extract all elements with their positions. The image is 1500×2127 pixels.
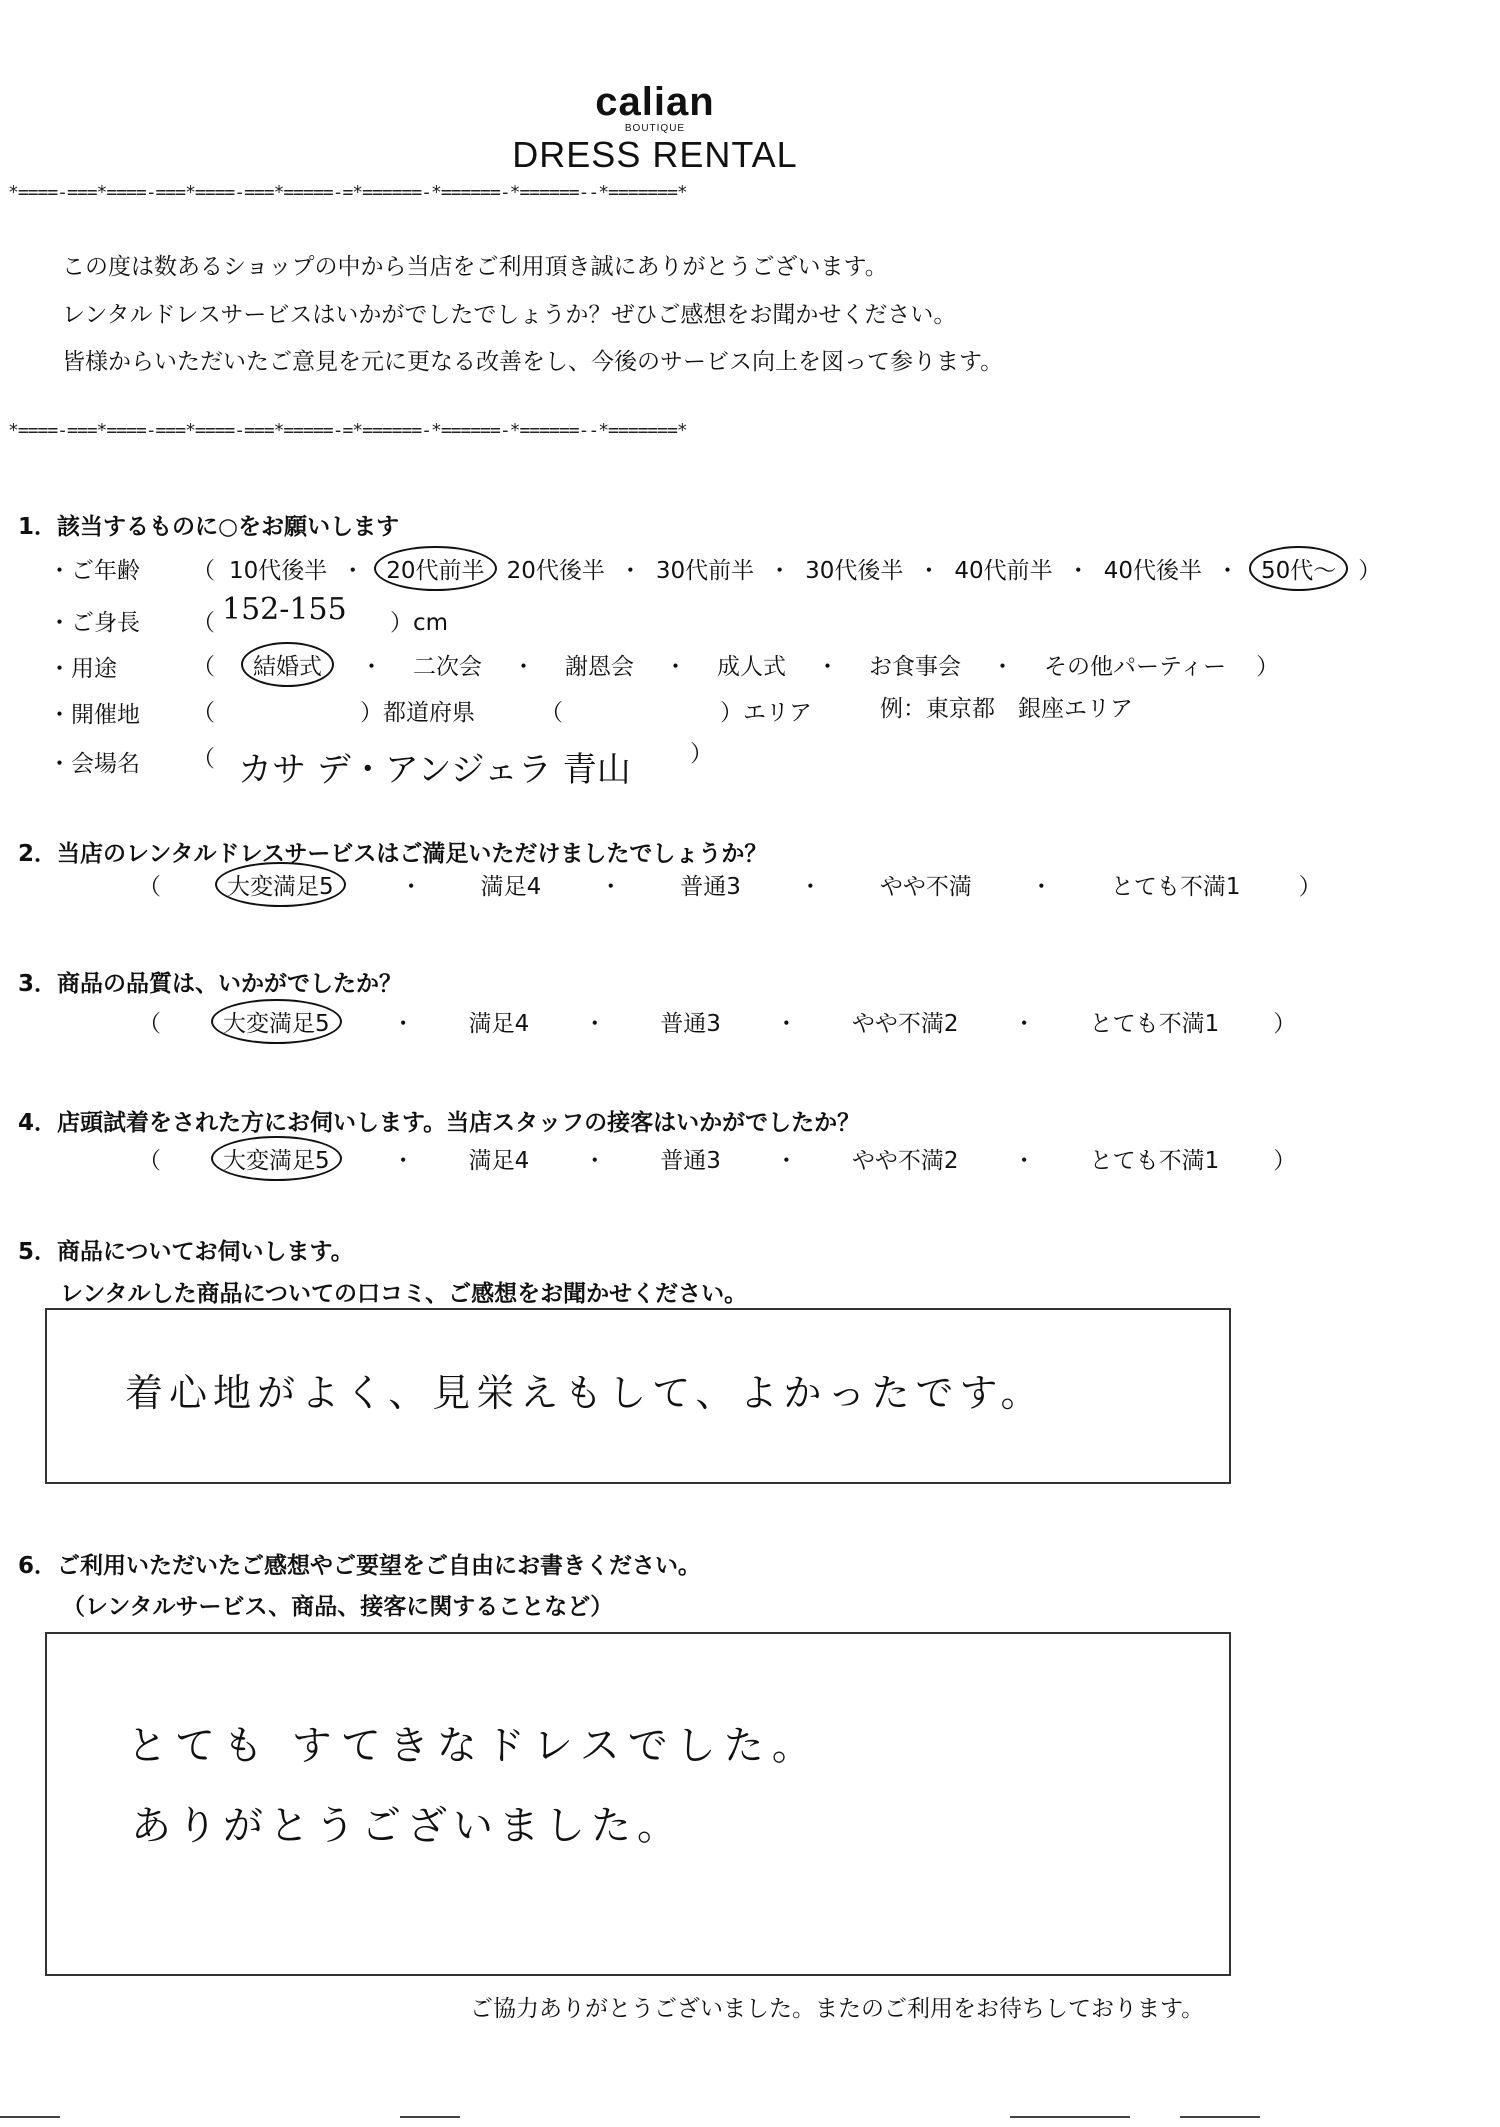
age-open: （ — [192, 558, 215, 584]
brand-subtitle: BOUTIQUE — [624, 123, 686, 134]
purpose-options: （ 結婚式 ・ 二次会 ・ 謝恩会 ・ 成人式 ・ お食事会 ・ その他パーティー ） — [192, 648, 1279, 681]
q4-close: ） — [1273, 1148, 1297, 1174]
height-open: （ — [192, 610, 215, 636]
q5-subtitle: レンタルした商品についての口コミ、ご感想をお聞かせください。 — [60, 1281, 748, 1307]
q6-title: 6．ご利用いただいたご感想やご要望をご自由にお書きください。 — [18, 1553, 702, 1579]
scan-artifact — [1010, 2116, 1130, 2118]
age-option-10s-late[interactable]: 10代後半 — [229, 558, 328, 584]
q5-answer-text: 着心地がよく、見栄えもして、よかったです。 — [125, 1371, 1045, 1415]
height-value[interactable]: 152-155 — [222, 592, 347, 627]
purpose-close: ） — [1256, 654, 1280, 680]
q4-option-2[interactable]: やや不満2 — [851, 1148, 959, 1174]
age-option-20s-late[interactable]: 20代後半 — [506, 558, 605, 584]
q2-option-1[interactable]: とても不満1 — [1110, 874, 1241, 900]
location-example: 例：東京都 銀座エリア — [880, 696, 1133, 722]
q2-title: 2．当店のレンタルドレスサービスはご満足いただけましたでしょうか？ — [18, 841, 768, 867]
location-open-2: （ — [540, 700, 563, 726]
age-option-40s-early[interactable]: 40代前半 — [954, 558, 1053, 584]
purpose-option-other[interactable]: その他パーティー — [1044, 654, 1227, 680]
q3-option-5[interactable]: 大変満足5 — [211, 999, 342, 1044]
divider-bottom: *====-===*====-===*====-===*=====-=*======-*======-*======--*=======* — [8, 420, 687, 441]
q5-title: 5．商品についてお伺いします。 — [18, 1239, 354, 1265]
purpose-open: （ — [192, 654, 215, 680]
age-option-30s-late[interactable]: 30代後半 — [805, 558, 904, 584]
age-option-40s-late[interactable]: 40代後半 — [1103, 558, 1202, 584]
q4-option-4[interactable]: 満足4 — [468, 1148, 530, 1174]
q2-close: ） — [1298, 874, 1322, 900]
q2-options: （ 大変満足5 ・ 満足4 ・ 普通3 ・ やや不満 ・ とても不満1 ） — [138, 868, 1322, 901]
q3-option-2[interactable]: やや不満2 — [851, 1011, 959, 1037]
scan-artifact — [400, 2116, 460, 2118]
intro-line-3: 皆様からいただいたご意見を元に更なる改善をし、今後のサービス向上を図って参ります。 — [62, 349, 1004, 375]
q3-close: ） — [1273, 1011, 1297, 1037]
divider-top: *====-===*====-===*====-===*=====-=*======-*======-*======--*=======* — [8, 182, 687, 203]
q2-option-4[interactable]: 満足4 — [480, 874, 542, 900]
area-suffix: ）エリア — [720, 700, 812, 726]
q6-answer-box[interactable] — [45, 1632, 1231, 1976]
footer-message: ご協力ありがとうございました。またのご利用をお待ちしております。 — [470, 1996, 1205, 2022]
q1-title: 1．該当するものに○をお願いします — [18, 514, 400, 540]
q6-answer-line-1: とても すてきなドレスでした。 — [127, 1723, 820, 1769]
q3-open: （ — [138, 1011, 161, 1037]
q4-options: （ 大変満足5 ・ 満足4 ・ 普通3 ・ やや不満2 ・ とても不満1 ） — [138, 1142, 1296, 1175]
q5-answer-box[interactable] — [45, 1308, 1231, 1484]
venue-open: （ — [192, 746, 215, 772]
q2-option-5[interactable]: 大変満足5 — [215, 862, 346, 907]
q2-option-3[interactable]: 普通3 — [680, 874, 741, 900]
purpose-option-wedding[interactable]: 結婚式 — [241, 642, 334, 687]
q3-option-3[interactable]: 普通3 — [660, 1011, 721, 1037]
q4-title: 4．店頭試着をされた方にお伺いします。当店スタッフの接客はいかがでしたか？ — [18, 1110, 861, 1136]
page-title: DRESS RENTAL — [512, 134, 798, 175]
location-label: ・開催地 — [48, 702, 140, 728]
scan-artifact — [0, 2116, 60, 2118]
height-label: ・ご身長 — [48, 610, 140, 636]
age-option-20s-early[interactable]: 20代前半 — [374, 546, 496, 591]
scan-artifact — [1180, 2116, 1260, 2118]
purpose-label: ・用途 — [48, 656, 117, 682]
q3-options: （ 大変満足5 ・ 満足4 ・ 普通3 ・ やや不満2 ・ とても不満1 ） — [138, 1005, 1296, 1038]
prefecture-suffix: ）都道府県 — [360, 700, 475, 726]
purpose-option-dinner[interactable]: お食事会 — [869, 654, 961, 680]
age-close: ） — [1358, 558, 1382, 584]
q4-option-1[interactable]: とても不満1 — [1089, 1148, 1220, 1174]
q4-option-5[interactable]: 大変満足5 — [211, 1136, 342, 1181]
venue-label: ・会場名 — [48, 751, 140, 777]
venue-value[interactable]: カサ デ・アンジェラ 青山 — [238, 750, 631, 790]
intro-line-2: レンタルドレスサービスはいかがでしたでしょうか？ぜひご感想をお聞かせください。 — [62, 302, 957, 328]
q2-option-2[interactable]: やや不満 — [879, 874, 972, 900]
location-open: （ — [192, 700, 215, 726]
purpose-option-thanks-party[interactable]: 謝恩会 — [565, 654, 634, 680]
venue-close: ） — [690, 741, 713, 767]
q3-option-4[interactable]: 満足4 — [468, 1011, 530, 1037]
q2-open: （ — [138, 874, 161, 900]
q4-open: （ — [138, 1148, 161, 1174]
age-option-30s-early[interactable]: 30代前半 — [655, 558, 755, 584]
purpose-option-afterparty[interactable]: 二次会 — [413, 654, 482, 680]
q4-option-3[interactable]: 普通3 — [660, 1148, 721, 1174]
purpose-option-coming-of-age[interactable]: 成人式 — [717, 654, 786, 680]
intro-line-1: この度は数あるショップの中から当店をご利用頂き誠にありがとうございます。 — [62, 254, 888, 280]
age-options: （ 10代後半 ・ 20代前半 20代後半 ・ 30代前半 ・ 30代後半 ・ 40代前半 ・ 40代後半 ・ 50代～ ） — [192, 552, 1381, 585]
age-label: ・ご年齢 — [48, 558, 140, 584]
q6-subtitle: （レンタルサービス、商品、接客に関することなど） — [62, 1594, 614, 1620]
q3-option-1[interactable]: とても不満1 — [1089, 1011, 1220, 1037]
brand-name: calian — [595, 80, 715, 124]
q6-answer-line-2: ありがとうございました。 — [131, 1803, 683, 1849]
q3-title: 3．商品の品質は、いかがでしたか？ — [18, 971, 403, 997]
height-unit: ）cm — [390, 610, 449, 636]
age-option-50s[interactable]: 50代～ — [1249, 546, 1348, 591]
